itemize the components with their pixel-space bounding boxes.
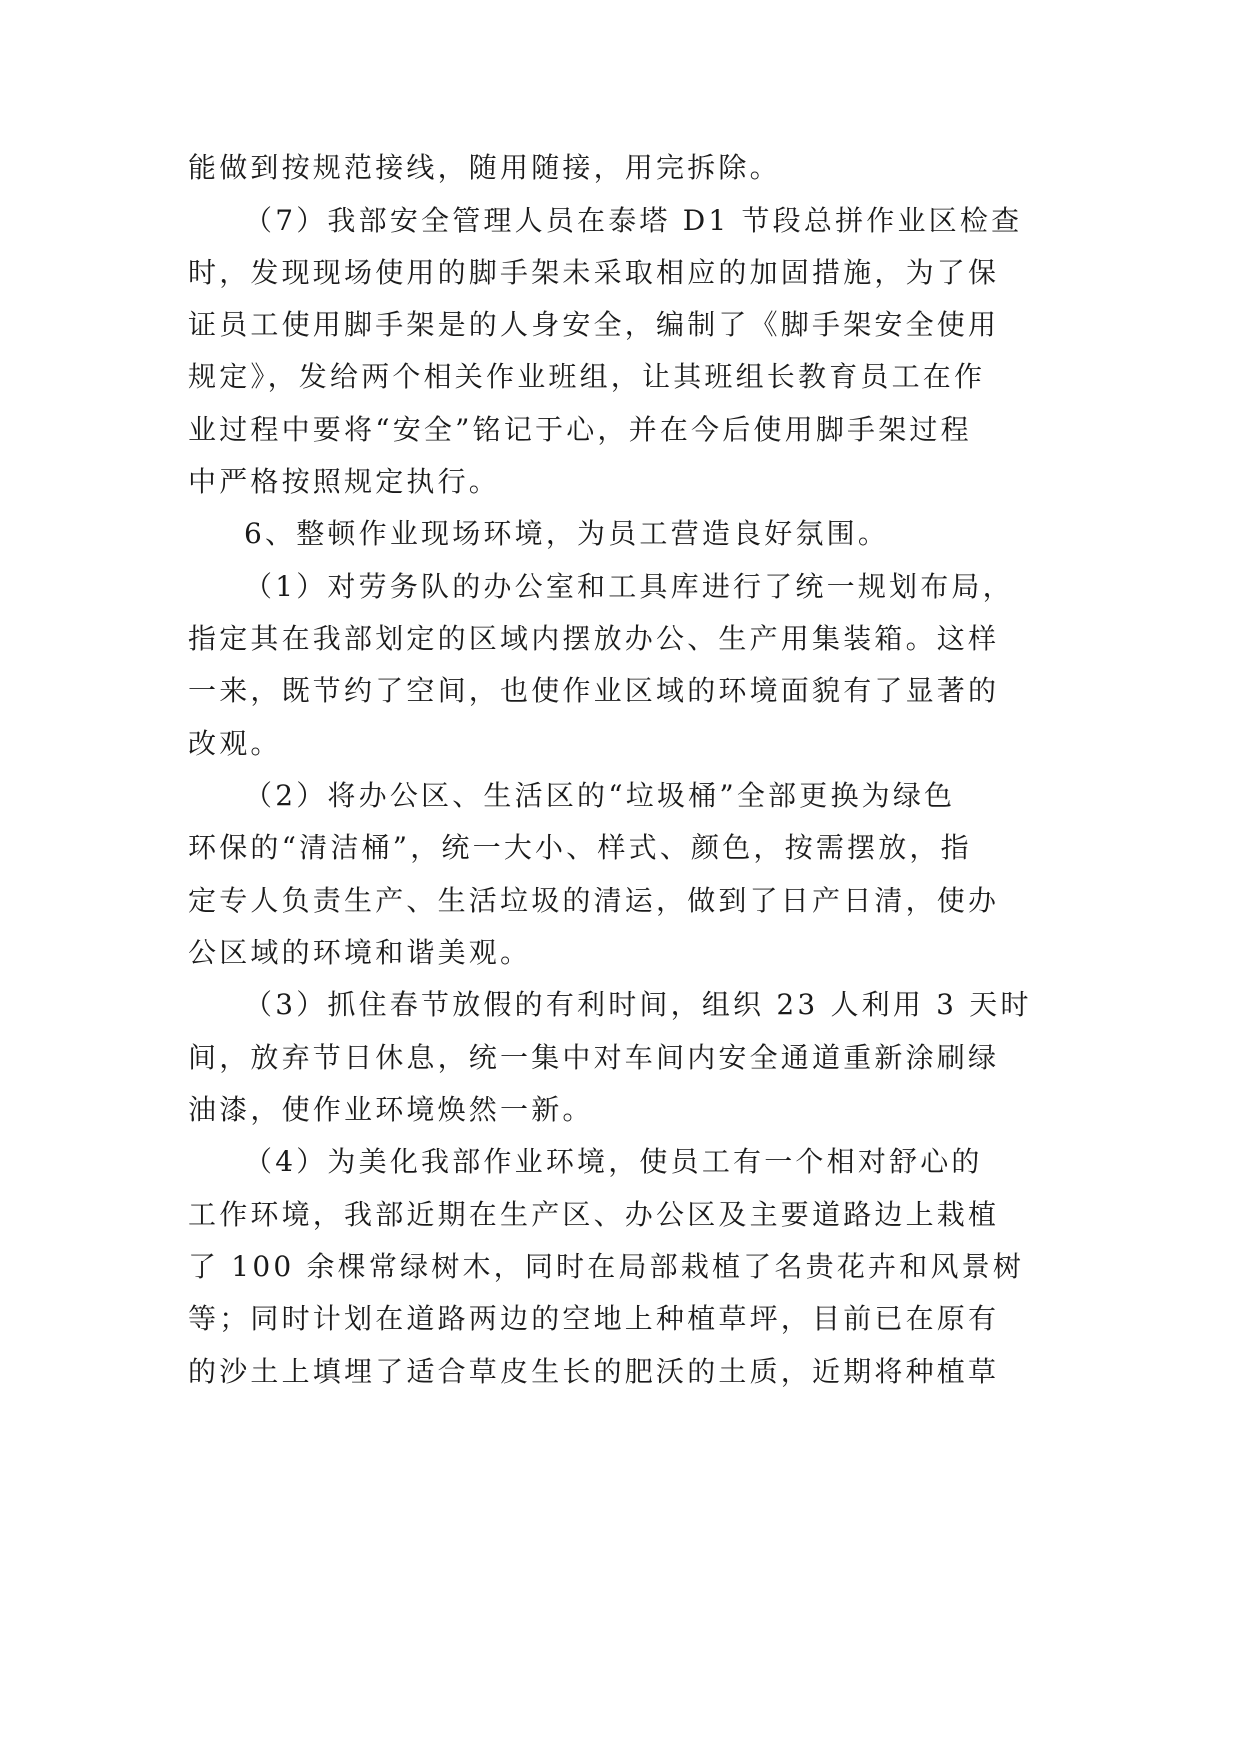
text-line: 指定其在我部划定的区域内摆放办公、生产用集装箱。这样	[188, 622, 1000, 655]
text-line: （4）为美化我部作业环境，使员工有一个相对舒心的	[244, 1145, 983, 1178]
text-line: 环保的“清洁桶”，统一大小、样式、颜色，按需摆放，指	[188, 831, 972, 864]
text-line: 时，发现现场使用的脚手架未采取相应的加固措施，为了保	[188, 256, 1000, 289]
text-line: 了 100 余棵常绿树木，同时在局部栽植了名贵花卉和风景树	[188, 1250, 1025, 1283]
text-line: 业过程中要将“安全”铭记于心，并在今后使用脚手架过程	[188, 413, 972, 446]
text-line: 工作环境，我部近期在生产区、办公区及主要道路边上栽植	[188, 1198, 1000, 1231]
text-line: 公区域的环境和谐美观。	[188, 936, 532, 969]
text-line: 证员工使用脚手架是的人身安全，编制了《脚手架安全使用	[188, 308, 1000, 341]
text-line: 改观。	[188, 727, 282, 760]
text-line: 的沙土上填埋了适合草皮生长的肥沃的土质，近期将种植草	[188, 1355, 1000, 1388]
text-line: 6、整顿作业现场环境，为员工营造良好氛围。	[244, 517, 890, 550]
text-line: （3）抓住春节放假的有利时间，组织 23 人利用 3 天时	[244, 988, 1032, 1021]
text-line: 能做到按规范接线，随用随接，用完拆除。	[188, 151, 781, 184]
text-line: 定专人负责生产、生活垃圾的清运，做到了日产日清，使办	[188, 884, 1000, 917]
text-line: （2）将办公区、生活区的“垃圾桶”全部更换为绿色	[244, 779, 956, 812]
text-line: 规定》，发给两个相关作业班组，让其班组长教育员工在作	[188, 360, 986, 393]
text-line: 油漆，使作业环境焕然一新。	[188, 1093, 594, 1126]
text-line: 等；同时计划在道路两边的空地上种植草坪，目前已在原有	[188, 1302, 1000, 1335]
text-line: 一来，既节约了空间，也使作业区域的环境面貌有了显著的	[188, 674, 1000, 707]
text-line: 间，放弃节日休息，统一集中对车间内安全通道重新涂刷绿	[188, 1041, 1000, 1074]
text-line: （7）我部安全管理人员在泰塔 D1 节段总拼作业区检查	[244, 204, 1023, 237]
text-line: （1）对劳务队的办公室和工具库进行了统一规划布局，	[244, 570, 1014, 603]
text-line: 中严格按照规定执行。	[188, 465, 501, 498]
